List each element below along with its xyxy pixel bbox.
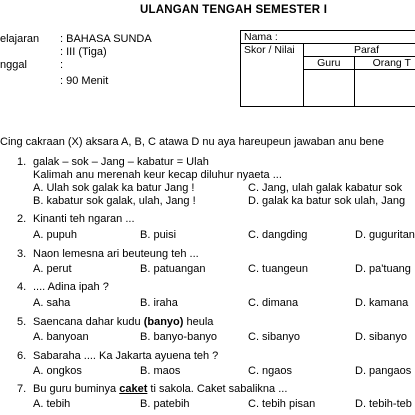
- option-d[interactable]: D. pangaos: [355, 365, 412, 377]
- option-d[interactable]: D. sibanyo: [355, 331, 407, 343]
- score-box: [240, 30, 415, 107]
- question-text: .... Adina ipah ?: [33, 281, 109, 293]
- paraf-label: Paraf: [304, 44, 415, 57]
- option-d[interactable]: D. pa'tuang: [355, 263, 411, 275]
- question-text: Sabaraha .... Ka Jakarta ayuena teh ?: [33, 350, 219, 362]
- score-label: Skor / Nilai: [241, 44, 304, 107]
- option-c[interactable]: C. tebih pisan: [248, 398, 316, 410]
- question-number: 1.: [17, 156, 27, 168]
- page-title: ULANGAN TENGAH SEMESTER I: [140, 4, 328, 16]
- option-d[interactable]: D. kamana: [355, 297, 409, 309]
- option-a[interactable]: A. saha: [33, 297, 71, 309]
- orang-tua-label: Orang T: [354, 57, 415, 70]
- option-b[interactable]: B. patuangan: [140, 263, 206, 275]
- subject-value: : BAHASA SUNDA: [60, 33, 152, 45]
- option-c[interactable]: C. dangding: [248, 229, 308, 241]
- option-a[interactable]: A. banyoan: [33, 331, 89, 343]
- question-number: 5.: [17, 316, 27, 328]
- question-text: Kinanti teh ngaran ...: [33, 213, 135, 225]
- date-label: nggal: [0, 59, 27, 71]
- option-b[interactable]: B. banyo-banyo: [140, 331, 218, 343]
- question-text: galak – sok – Jang – kabatur = Ulah: [33, 156, 209, 168]
- option-c[interactable]: C. dimana: [248, 297, 299, 309]
- option-d[interactable]: D. tebih-teb: [355, 398, 412, 410]
- option-c[interactable]: C. sibanyo: [248, 331, 300, 343]
- question-text: Saencana dahar kudu (banyo) heula: [33, 316, 214, 328]
- question-number: 3.: [17, 248, 27, 260]
- question-text: Bu guru buminya caket ti sakola. Caket sabalikna ...: [33, 383, 288, 395]
- time-value: : 90 Menit: [60, 75, 109, 87]
- option-d[interactable]: D. guguritan: [355, 229, 415, 241]
- question-subtext: Kalimah anu merenah keur kecap diluhur nyaeta ...: [33, 169, 282, 181]
- option-c[interactable]: C. tuangeun: [248, 263, 308, 275]
- question-text: Naon lemesna ari beuteung teh ...: [33, 248, 199, 260]
- class-value: : III (Tiga): [60, 46, 107, 58]
- question-number: 4.: [17, 281, 27, 293]
- question-number: 7.: [17, 383, 27, 395]
- guru-sign-cell: [304, 70, 355, 107]
- option-b[interactable]: B. kabatur sok galak, ulah, Jang !: [33, 195, 196, 207]
- option-c[interactable]: C. ngaos: [248, 365, 293, 377]
- option-b[interactable]: B. puisi: [140, 229, 177, 241]
- date-value: :: [60, 59, 64, 71]
- option-a[interactable]: A. perut: [33, 263, 72, 275]
- option-a[interactable]: A. ongkos: [33, 365, 82, 377]
- option-d[interactable]: D. galak ka batur sok ulah, Jang: [248, 195, 406, 207]
- option-a[interactable]: A. Ulah sok galak ka batur Jang !: [33, 182, 195, 194]
- option-b[interactable]: B. maos: [140, 365, 181, 377]
- orang-tua-sign-cell: [354, 70, 415, 107]
- option-a[interactable]: A. pupuh: [33, 229, 78, 241]
- question-number: 2.: [17, 213, 27, 225]
- option-c[interactable]: C. Jang, ulah galak kabatur sok: [248, 182, 403, 194]
- instruction: Cing cakraan (X) aksara A, B, C atawa D nu aya hareupeun jawaban anu bene: [0, 136, 385, 148]
- option-a[interactable]: A. tebih: [33, 398, 71, 410]
- guru-label: Guru: [304, 57, 355, 70]
- option-b[interactable]: B. patebih: [140, 398, 190, 410]
- option-b[interactable]: B. iraha: [140, 297, 178, 309]
- question-number: 6.: [17, 350, 27, 362]
- name-label: Nama :: [241, 31, 415, 44]
- subject-label: elajaran: [0, 33, 40, 45]
